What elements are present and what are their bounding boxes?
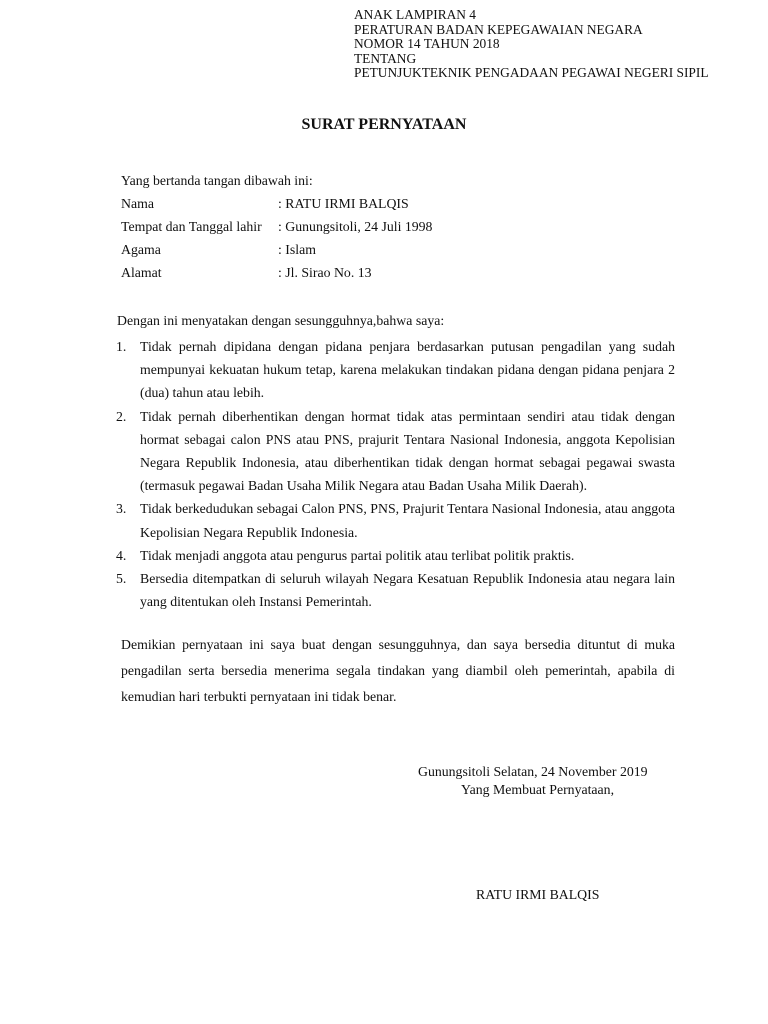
identity-label: Tempat dan Tanggal lahir [121, 219, 262, 234]
identity-value: : Jl. Sirao No. 13 [278, 265, 372, 280]
item-text: Tidak menjadi anggota atau pengurus partai politik atau terlibat politik praktis. [140, 547, 575, 563]
identity-label: Nama [121, 196, 154, 211]
identity-value: : Gunungsitoli, 24 Juli 1998 [278, 219, 433, 234]
identity-row [121, 219, 432, 242]
identity-row [121, 196, 432, 219]
list-item [116, 405, 675, 498]
list-item [116, 335, 675, 405]
item-text: Bersedia ditempatkan di seluruh wilayah Negara Kesatuan Republik Indonesia atau negara lain yang ditentukan oleh Instansi Pemerintah. [140, 571, 675, 610]
signature-role: Yang Membuat Pernyataan, [461, 782, 615, 797]
identity-label: Agama [121, 242, 161, 257]
identity-value: : RATU IRMI BALQIS [278, 196, 409, 211]
header-line: ANAK LAMPIRAN 4 [354, 7, 477, 22]
item-text: Tidak pernah diberhentikan dengan hormat tidak atas permintaan sendiri atau tidak dengan hormat sebagai calon PNS atau PNS, prajurit Tentara Nasional Indonesia, anggota Kepolisian Negara Republik Indonesia, atau diberhentikan tidak dengan hormat sebagai pegawai swasta (termasuk pegawai Badan Usaha Milik Negara atau Badan Usaha Milik Daerah). [140, 408, 675, 494]
signer-name: RATU IRMI BALQIS [476, 887, 600, 902]
attachment-header [354, 8, 709, 81]
closing-paragraph: Demikian pernyataan ini saya buat dengan sesungguhnya, dan saya bersedia dituntut di muka pengadilan serta bersedia menerima segala tindakan yang diambil oleh pemerintah, apabila di kemudian hari terbukti pernyataan ini tidak benar. [121, 637, 675, 704]
document-title: SURAT PERNYATAAN [301, 116, 467, 133]
item-number: 2. [116, 408, 127, 424]
identity-row [121, 242, 432, 265]
identity-table [121, 196, 432, 288]
header-line: PERATURAN BADAN KEPEGAWAIAN NEGARA [354, 21, 643, 37]
intro-text: Yang bertanda tangan dibawah ini: [121, 173, 313, 188]
signature-place-date: Gunungsitoli Selatan, 24 November 2019 [418, 764, 648, 779]
header-line: PETUNJUKTEKNIK PENGADAAN PEGAWAI NEGERI SIPIL [354, 65, 709, 81]
list-item [116, 497, 675, 543]
header-line: NOMOR 14 TAHUN 2018 [354, 36, 500, 52]
statement-intro: Dengan ini menyatakan dengan sesungguhnya,bahwa saya: [117, 313, 445, 328]
item-text: Tidak berkedudukan sebagai Calon PNS, PNS, Prajurit Tentara Nasional Indonesia, atau anggota Kepolisian Negara Republik Indonesia. [140, 501, 675, 540]
identity-row [121, 265, 432, 288]
item-number: 5. [116, 571, 127, 587]
header-line: TENTANG [354, 50, 417, 66]
item-number: 4. [116, 547, 127, 563]
identity-value: : Islam [278, 242, 316, 257]
list-item [116, 567, 675, 613]
item-text: Tidak pernah dipidana dengan pidana penjara berdasarkan putusan pengadilan yang sudah mempunyai kekuatan hukum tetap, karena melakukan tindakan pidana dengan pidana penjara 2 (dua) tahun atau lebih. [140, 339, 675, 401]
item-number: 1. [116, 339, 127, 354]
identity-label: Alamat [121, 265, 162, 280]
statement-list [116, 335, 675, 613]
signature-block [418, 763, 648, 799]
item-number: 3. [116, 501, 127, 517]
list-item [116, 544, 675, 567]
